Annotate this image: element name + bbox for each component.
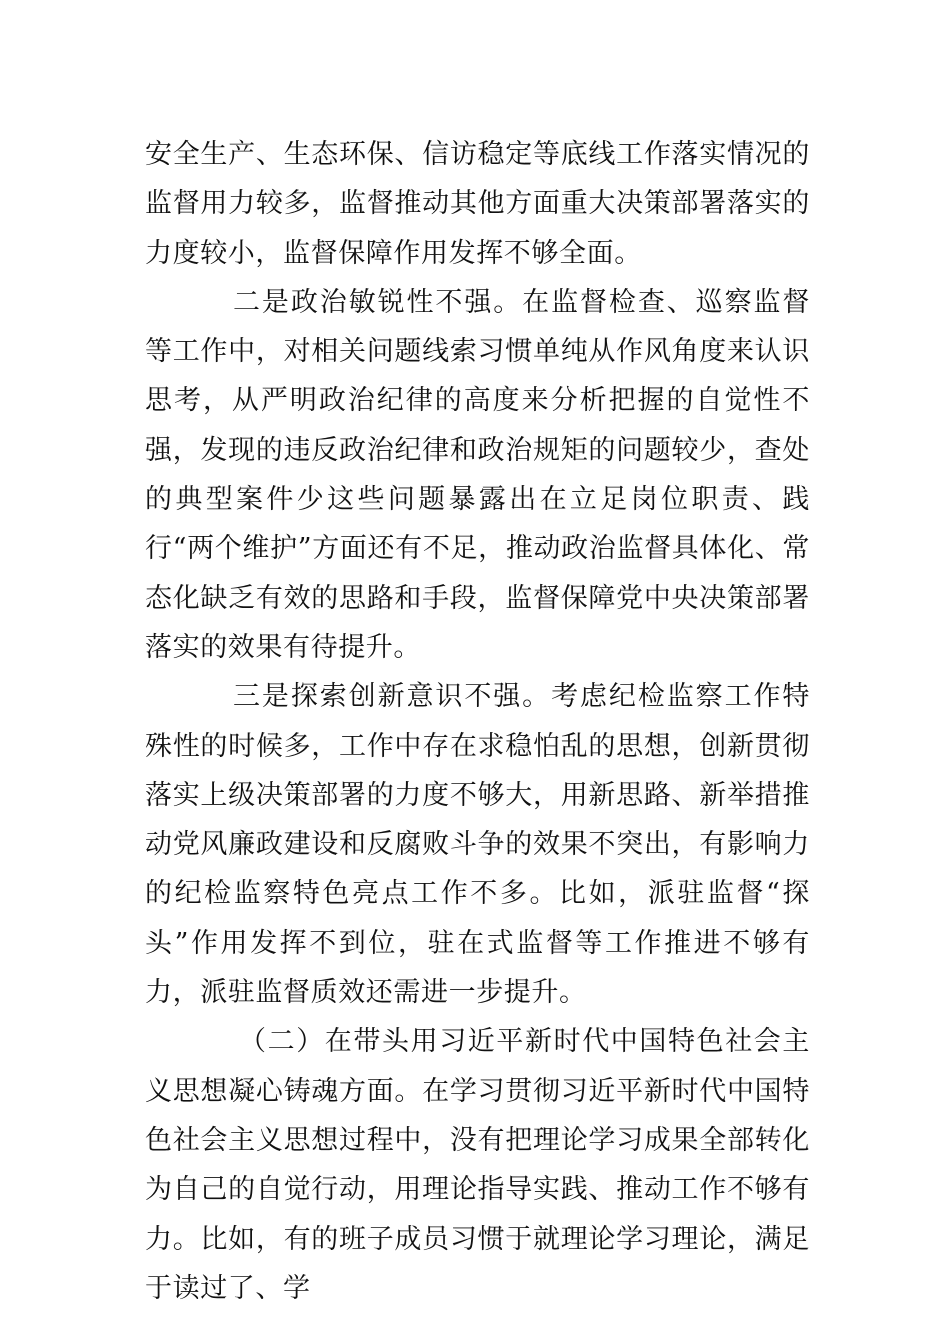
document-body [145, 130, 810, 1313]
paragraph-innovation-awareness: 三是探索创新意识不强。考虑纪检监察工作特殊性的时候多，工作中存在求稳怕乱的思想，创新贯彻落实上级决策部署的力度不够大，用新思路、新举措推动党风廉政建设和反腐败斗争的效果不突出，有影响力的纪检监察特色亮点工作不多。比如，派驻监督“探头”作用发挥不到位，驻在式监督等工作推进不够有力，派驻监督质效还需进一步提升。 [145, 681, 810, 1009]
paragraph-political-sensitivity: 二是政治敏锐性不强。在监督检查、巡察监督等工作中，对相关问题线索习惯单纯从作风角度来认识思考，从严明政治纪律的高度来分析把握的自觉性不强，发现的违反政治纪律和政治规矩的问题较少，查处的典型案件少这些问题暴露出在立足岗位职责、践行“两个维护”方面还有不足，推动政治监督具体化、常态化缺乏有效的思路和手段，监督保障党中央决策部署落实的效果有待提升。 [145, 286, 810, 663]
paragraph-baseline-supervision: 安全生产、生态环保、信访稳定等底线工作落实情况的监督用力较多，监督推动其他方面重大决策部署落实的力度较小，监督保障作用发挥不够全面。 [145, 139, 810, 269]
paragraph-section-two-heading: （二）在带头用习近平新时代中国特色社会主义思想凝心铸魂方面。在学习贯彻习近平新时代中国特色社会主义思想过程中，没有把理论学习成果全部转化为自己的自觉行动，用理论指导实践、推动工作不够有力。比如，有的班子成员习惯于就理论学习理论，满足于读过了、学 [145, 1026, 810, 1304]
